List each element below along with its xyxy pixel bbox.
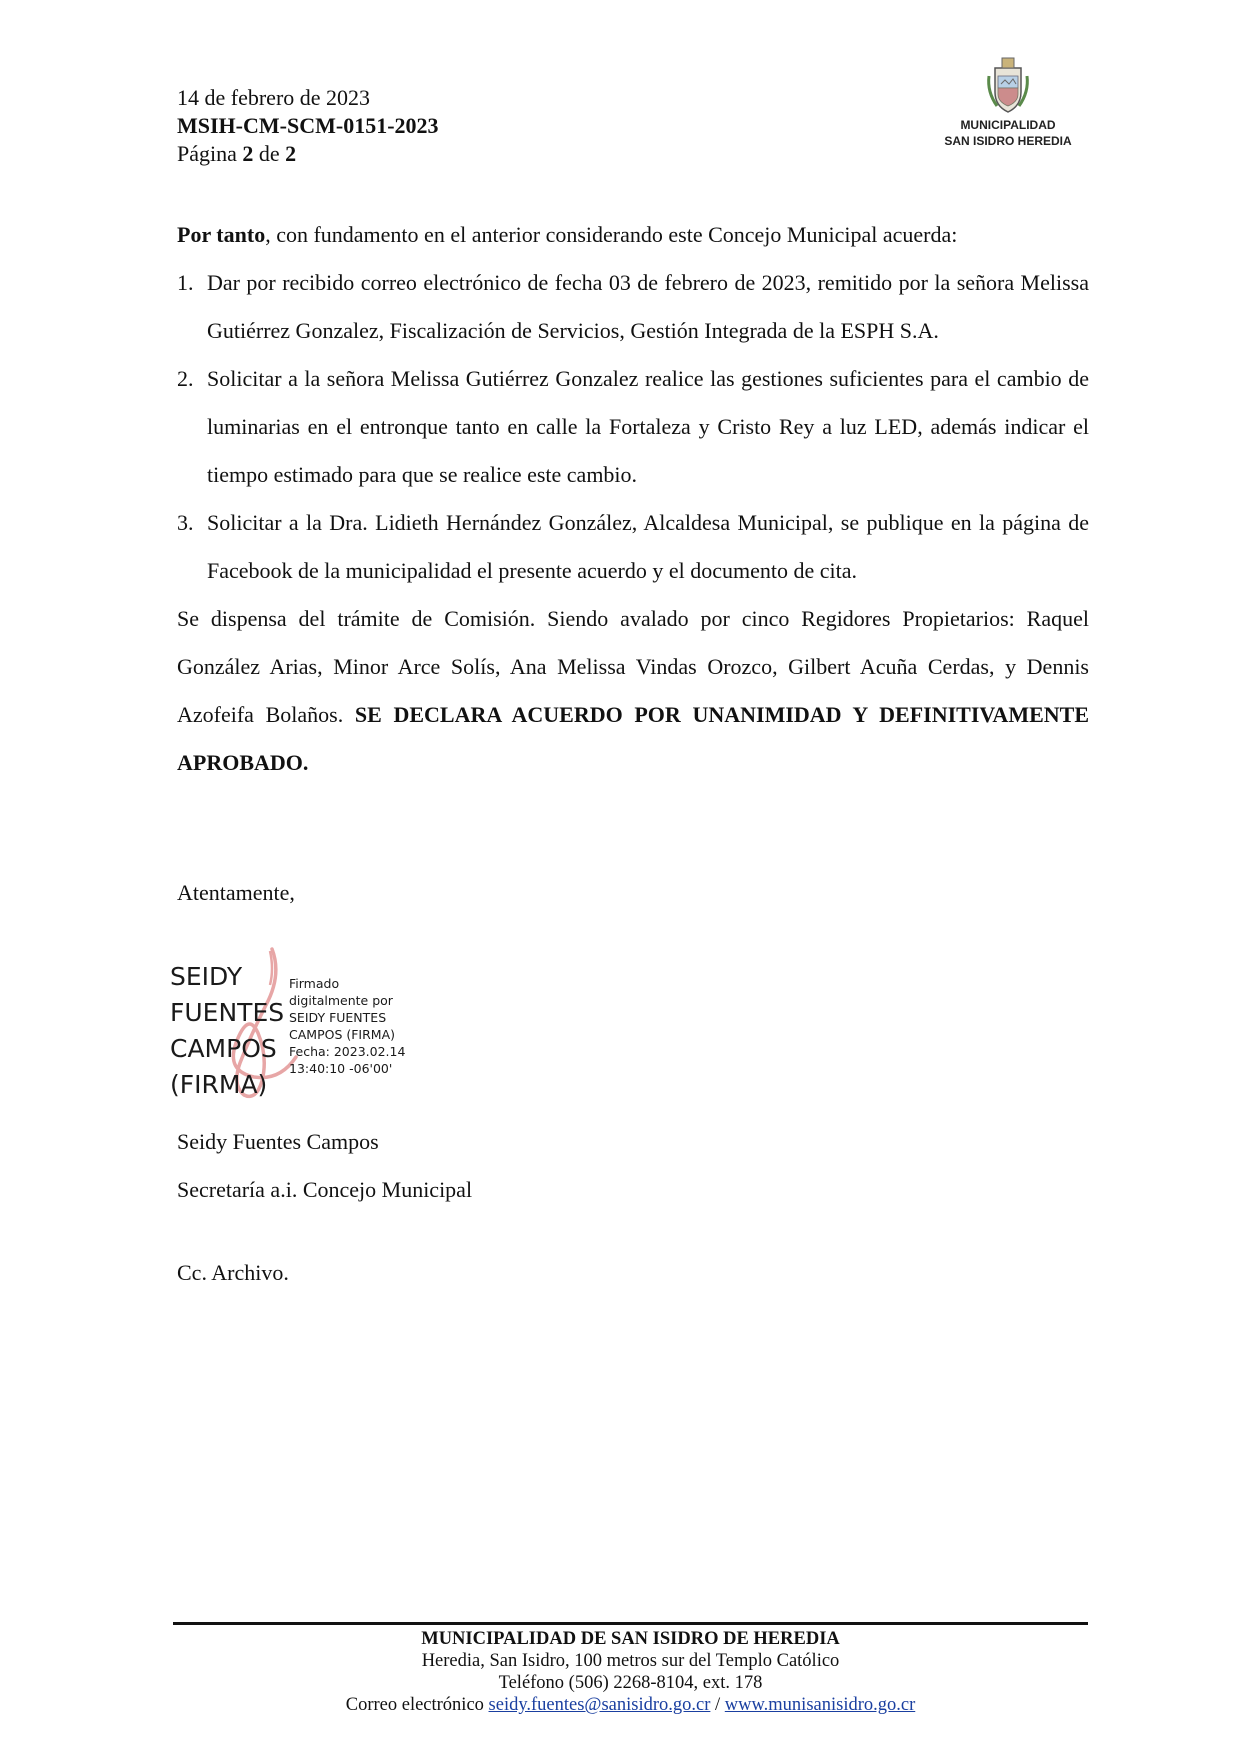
- letter-body: [177, 211, 1089, 787]
- website-link[interactable]: www.munisanisidro.go.cr: [724, 1695, 916, 1715]
- footer-divider: [173, 1622, 1088, 1625]
- page-indicator: Página 2 de 2: [177, 141, 297, 166]
- signer-title: Secretaría a.i. Concejo Municipal: [177, 1177, 473, 1202]
- coat-of-arms-icon: [985, 54, 1031, 116]
- reference-number: MSIH-CM-SCM-0151-2023: [177, 113, 439, 138]
- email-link[interactable]: seidy.fuentes@sanisidro.go.cr: [488, 1695, 711, 1715]
- dispensa-paragraph: Se dispensa del trámite de Comisión. Siendo avalado por cinco Regidores Propietarios: Raquel González Arias, Minor Arce Solís, Ana Melissa Vindas Orozco, Gilbert Acuña Cerdas, y Dennis Azofeifa Bolaños. SE DECLARA ACUERDO POR UNANIMIDAD Y DEFINITIVAMENTE APROBADO.: [177, 606, 1089, 775]
- closing-salutation: Atentamente,: [177, 880, 295, 905]
- signature-name-block: SEIDY FUENTES CAMPOS (FIRMA): [170, 962, 285, 1099]
- footer-contact: Correo electrónico seidy.fuentes@sanisidro.go.cr / www.munisanisidro.go.cr: [345, 1695, 916, 1715]
- digital-signature: [170, 945, 430, 1115]
- footer-phone: Teléfono (506) 2268-8104, ext. 178: [498, 1673, 763, 1693]
- list-item: 3. Solicitar a la Dra. Lidieth Hernández González, Alcaldesa Municipal, se publique en la página de Facebook de la municipalidad el presente acuerdo y el documento de cita.: [177, 510, 1089, 583]
- list-item: 1. Dar por recibido correo electrónico de fecha 03 de febrero de 2023, remitido por la señora Melissa Gutiérrez Gonzalez, Fiscalización de Servicios, Gestión Integrada de la ESPH S.A.: [177, 270, 1089, 343]
- letter-footer: [173, 1628, 1088, 1716]
- letter-date: 14 de febrero de 2023: [177, 85, 371, 110]
- signer-block: [177, 1118, 472, 1214]
- logo-text-line2: SAN ISIDRO HEREDIA: [944, 134, 1072, 148]
- footer-address: Heredia, San Isidro, 100 metros sur del Templo Católico: [421, 1651, 840, 1671]
- agreement-list: [177, 259, 1089, 595]
- footer-title: MUNICIPALIDAD DE SAN ISIDRO DE HEREDIA: [421, 1629, 840, 1649]
- municipality-logo: [928, 54, 1088, 148]
- letter-header: [177, 84, 439, 168]
- list-item: 2. Solicitar a la señora Melissa Gutiérrez Gonzalez realice las gestiones suficientes para el cambio de luminarias en el entronque tanto en calle la Fortaleza y Cristo Rey a luz LED, además indicar el tiempo estimado para que se realice este cambio.: [177, 366, 1089, 487]
- logo-text-line1: MUNICIPALIDAD: [960, 118, 1056, 132]
- intro-paragraph: Por tanto, con fundamento en el anterior considerando este Concejo Municipal acuerda:: [177, 222, 958, 247]
- carbon-copy: Cc. Archivo.: [177, 1260, 289, 1285]
- signature-metadata: Firmado digitalmente por SEIDY FUENTES CAMPOS (FIRMA) Fecha: 2023.02.14 13:40:10 -06'00': [289, 976, 406, 1076]
- signer-name: Seidy Fuentes Campos: [177, 1129, 379, 1154]
